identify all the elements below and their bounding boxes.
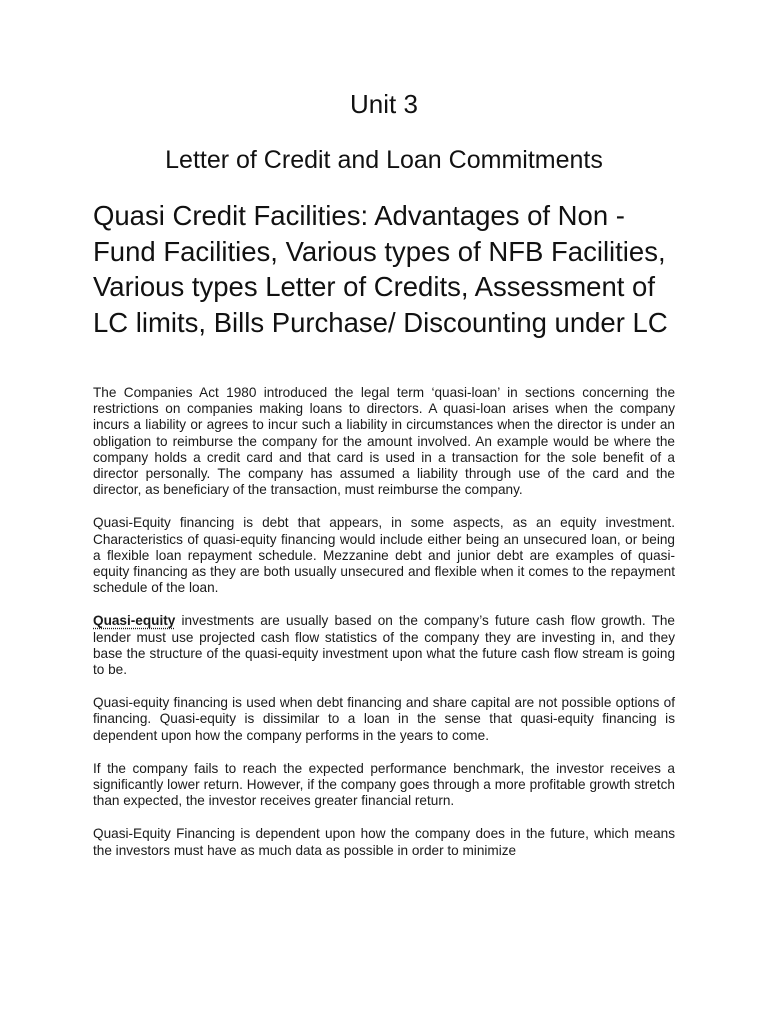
paragraph-future-dependence: Quasi-Equity Financing is dependent upon how the company does in the future, which means the investors must have as much data as possible in order to minimize [93, 826, 675, 858]
paragraph-quasi-equity-investments-text: investments are usually based on the company’s future cash flow growth. The lender must use projected cash flow statistics of the company they are investing in, and they base the structure of the quasi-equity investment upon what the future cash flow stream is going to be. [93, 613, 675, 678]
paragraph-quasi-equity-usage: Quasi-equity financing is used when debt financing and share capital are not possible options of financing. Quasi-equity is dissimilar to a loan in the sense that quasi-equity financing is dependent upon how the company performs in the years to come. [93, 695, 675, 743]
paragraph-quasi-equity-definition: Quasi-Equity financing is debt that appears, in some aspects, as an equity investment. Characteristics of quasi-equity financing would include either being an unsecured loan, or being a flexible loan repayment schedule. Mezzanine debt and junior debt are examples of quasi-equity financing as they are both usually unsecured and flexible when it comes to the repayment schedule of the loan. [93, 515, 675, 596]
chapter-title: Letter of Credit and Loan Commitments [165, 146, 603, 174]
body-text [93, 385, 675, 876]
paragraph-quasi-equity-investments [93, 613, 675, 678]
quasi-equity-keyword: Quasi-equity [93, 613, 176, 629]
unit-title: Unit 3 [350, 89, 418, 119]
paragraph-performance-benchmark: If the company fails to reach the expected performance benchmark, the investor receives a significantly lower return. However, if the company goes through a more profitable growth stretch than expected, the investor receives greater financial return. [93, 760, 675, 809]
paragraph-quasi-loan: The Companies Act 1980 introduced the legal term ‘quasi-loan’ in sections concerning the restrictions on companies making loans to directors. A quasi-loan arises when the company incurs a liability or agrees to incur such a liability in circumstances when the director is under an obligation to reimburse the company for the amount involved. An example would be where the company holds a credit card and that card is used in a transaction for the sole benefit of a director personally. The company has assumed a liability through use of the card and the director, as beneficiary of the transaction, must reimburse the company. [93, 385, 675, 498]
section-title: Quasi Credit Facilities: Advantages of Non -Fund Facilities, Various types of NFB Facilities, Various types Letter of Credits, Assessment of LC limits, Bills Purchase/ Discounting under LC [93, 200, 668, 338]
